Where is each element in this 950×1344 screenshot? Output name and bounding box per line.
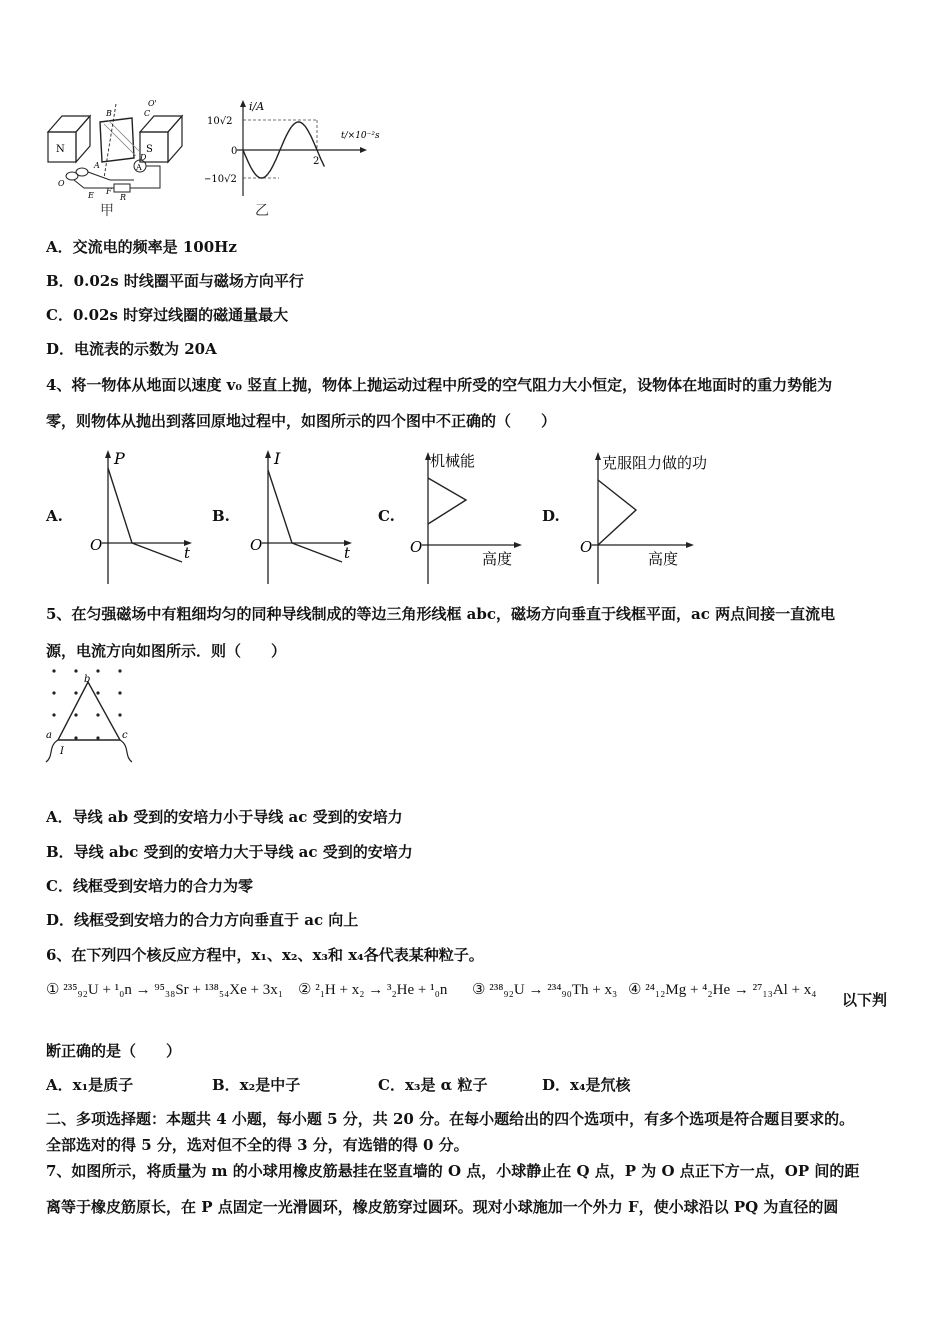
nuclear-equation-3: ③ ²³⁸₉₂U → ²³⁴₉₀Th + x₃ — [472, 982, 618, 998]
graph-xlabel: t/×10⁻²s — [341, 131, 380, 141]
nuclear-equation-4: ④ ²⁴₁₂Mg + ⁴₂He → ²⁷₁₃Al + x₄ — [628, 982, 817, 998]
generator-figure — [44, 100, 204, 200]
triangle-frame-figure — [40, 664, 140, 769]
q4-graph-d-letter: D. — [542, 507, 560, 525]
q7-stem-line1: 7、如图所示，将质量为 m 的小球用橡皮筋悬挂在竖直墙的 O 点，小球静止在 Q 点，P 为 O 点正下方一点，OP 间的距 — [46, 1162, 860, 1180]
svg-text:R: R — [120, 193, 127, 200]
graph-ytick-top: 10√2 — [207, 116, 233, 127]
graph-ytick-zero: 0 — [231, 146, 238, 157]
svg-text:E: E — [88, 191, 94, 200]
q4-b-xlabel: t — [344, 544, 351, 562]
q4-a-xlabel: t — [184, 544, 191, 562]
section2-heading-line2: 全部选对的得 5 分，选对但不全的得 3 分，有选错的得 0 分。 — [46, 1136, 469, 1154]
q4-graph-a — [84, 448, 204, 588]
current-label: I — [60, 746, 64, 757]
q3-option-b: B．0.02s 时线圈平面与磁场方向平行 — [46, 272, 304, 290]
section2-heading-line1: 二、多项选择题：本题共 4 小题，每小题 5 分，共 20 分。在每小题给出的四个选项中，有多个选项是符合题目要求的。 — [46, 1110, 855, 1128]
svg-text:A: A — [94, 161, 100, 170]
figure-label-yi: 乙 — [255, 203, 269, 219]
q4-stem-line1: 4、将一物体从地面以速度 v₀ 竖直上抛，物体上抛运动过程中所受的空气阻力大小恒定，设物体在地面时的重力势能为 — [46, 376, 833, 394]
q6-option-d: D．x₄是氘核 — [542, 1076, 631, 1094]
q4-graph-a-letter: A. — [46, 507, 63, 525]
svg-text:A: A — [136, 163, 142, 172]
q4-c-origin: O — [410, 538, 423, 556]
graph-ytick-bottom: −10√2 — [205, 174, 237, 185]
q5-option-d: D．线框受到安培力的合力方向垂直于 ac 向上 — [46, 911, 359, 929]
q6-option-c: C．x₃是 α 粒子 — [378, 1076, 488, 1094]
q4-d-origin: O — [580, 538, 593, 556]
svg-text:F: F — [106, 187, 112, 196]
svg-text:B: B — [106, 109, 112, 118]
q4-b-origin: O — [250, 536, 263, 554]
q6-stem-tail: 以下判 — [842, 991, 888, 1009]
q3-option-c: C．0.02s 时穿过线圈的磁通量最大 — [46, 306, 289, 324]
figure-label-jia: 甲 — [100, 203, 114, 219]
q4-c-xlabel: 高度 — [482, 550, 513, 568]
vertex-a-label: a — [46, 730, 52, 741]
svg-text:O': O' — [148, 100, 157, 108]
q6-stem-line2: 断正确的是（ ） — [46, 1042, 182, 1060]
q4-graph-b — [244, 448, 364, 588]
nuclear-equation-1: ① ²³⁵₉₂U + ¹₀n → ⁹⁵₃₈Sr + ¹³⁸₅₄Xe + 3x₁ — [46, 982, 283, 998]
q4-stem-line2: 零，则物体从抛出到落回原地过程中，如图所示的四个图中不正确的（ ） — [46, 412, 557, 430]
q6-option-b: B．x₂是中子 — [212, 1076, 301, 1094]
current-graph — [205, 98, 400, 198]
q3-option-a: A．交流电的频率是 100Hz — [46, 238, 237, 256]
q5-option-a: A．导线 ab 受到的安培力小于导线 ac 受到的安培力 — [46, 808, 403, 826]
q4-a-origin: O — [90, 536, 103, 554]
nuclear-equation-2: ② ²₁H + x₂ → ³₂He + ¹₀n — [298, 982, 448, 998]
svg-text:D: D — [140, 153, 147, 162]
q4-b-ylabel: I — [274, 449, 281, 468]
svg-text:N: N — [56, 144, 65, 155]
q4-a-ylabel: P — [114, 449, 125, 468]
q6-option-a: A．x₁是质子 — [46, 1076, 134, 1094]
graph-ylabel: i/A — [249, 100, 265, 113]
svg-text:C: C — [144, 109, 151, 118]
q5-stem-line2: 源，电流方向如图所示．则（ ） — [46, 642, 287, 660]
q5-option-c: C．线框受到安培力的合力为零 — [46, 877, 253, 895]
q5-stem-line1: 5、在匀强磁场中有粗细均匀的同种导线制成的等边三角形线框 abc，磁场方向垂直于线框平面，ac 两点间接一直流电 — [46, 605, 836, 623]
svg-text:S: S — [146, 144, 153, 155]
q4-d-ylabel: 克服阻力做的功 — [602, 454, 708, 472]
q4-c-ylabel: 机械能 — [430, 452, 476, 470]
vertex-b-label: b — [84, 674, 91, 685]
vertex-c-label: c — [122, 730, 128, 741]
svg-text:O: O — [58, 179, 65, 188]
q3-option-d: D．电流表的示数为 20A — [46, 340, 217, 358]
q4-graph-b-letter: B. — [212, 507, 230, 525]
q7-stem-line2: 离等于橡皮筋原长，在 P 点固定一光滑圆环，橡皮筋穿过圆环。现对小球施加一个外力 F，使小球沿以 PQ 为直径的圆 — [46, 1198, 839, 1216]
q6-stem-line1: 6、在下列四个核反应方程中，x₁、x₂、x₃和 x₄各代表某种粒子。 — [46, 946, 484, 964]
q4-graph-c-letter: C. — [378, 507, 395, 525]
q4-graph-d — [574, 450, 734, 588]
q5-option-b: B．导线 abc 受到的安培力大于导线 ac 受到的安培力 — [46, 843, 413, 861]
graph-xtick: 2 — [313, 156, 320, 167]
q4-d-xlabel: 高度 — [648, 550, 679, 568]
q4-graph-c — [404, 450, 534, 588]
